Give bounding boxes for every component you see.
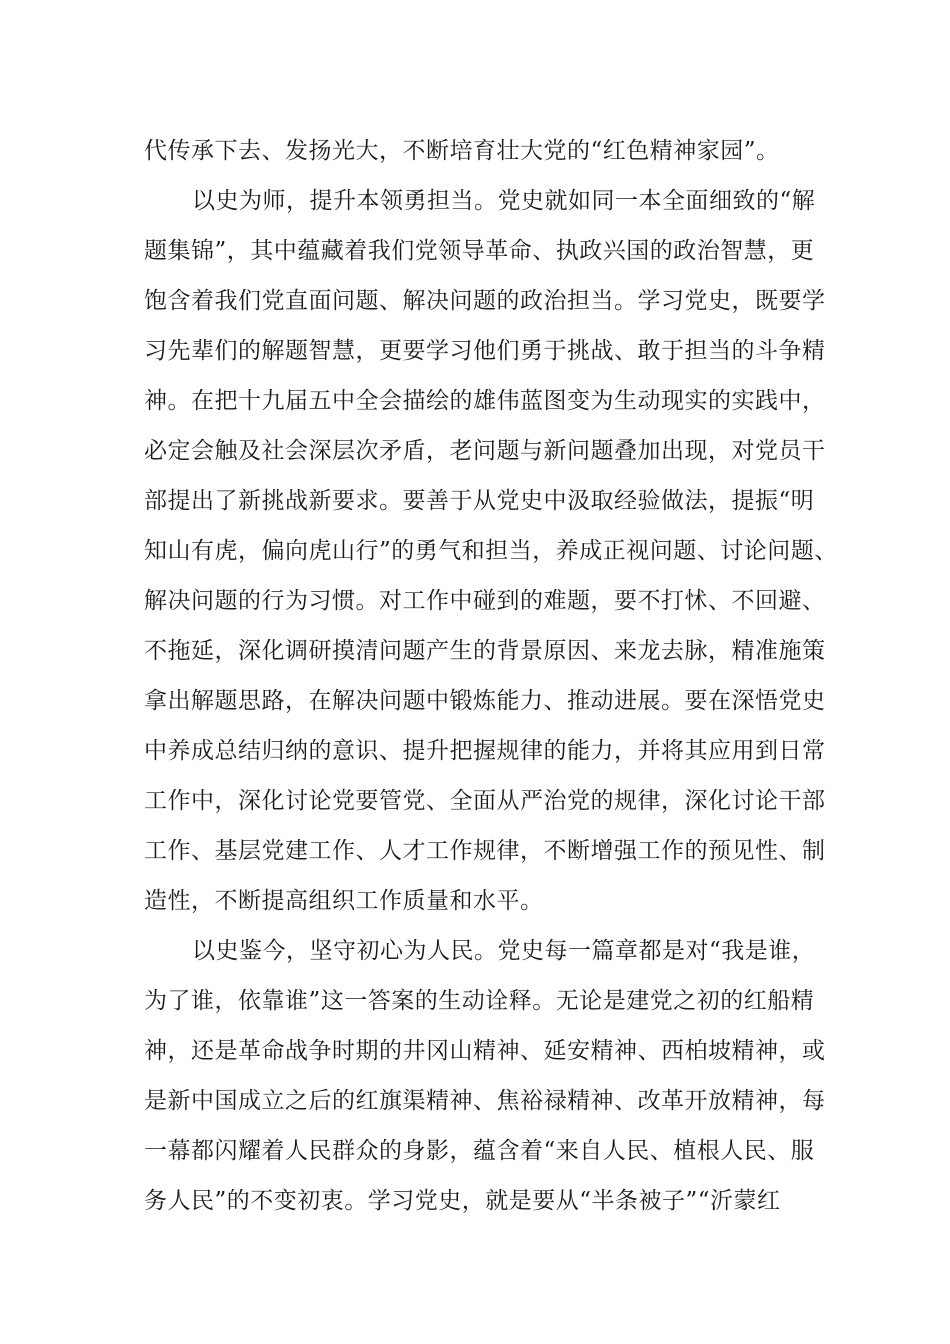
paragraph-start-line: 以史为师，提升本领勇担当。党史就如同一本全面细致的“解 xyxy=(192,188,816,214)
text-line: 务人民”的不变初衷。学习党史，就是要从“半条被子”“沂蒙红 xyxy=(144,1188,781,1214)
text-line: 代传承下去、发扬光大，不断培育壮大党的“红色精神家园”。 xyxy=(144,138,780,164)
text-line: 神。在把十九届五中全会描绘的雄伟蓝图变为生动现实的实践中， xyxy=(144,388,826,414)
text-line: 题集锦”，其中蕴藏着我们党领导革命、执政兴国的政治智慧，更 xyxy=(144,238,815,264)
text-line: 知山有虎，偏向虎山行”的勇气和担当，养成正视问题、讨论问题、 xyxy=(144,538,838,564)
text-line: 工作中，深化讨论党要管党、全面从严治党的规律，深化讨论干部 xyxy=(144,788,826,814)
text-line: 不拖延，深化调研摸清问题产生的背景原因、来龙去脉，精准施策 xyxy=(144,638,826,664)
text-line: 习先辈们的解题智慧，更要学习他们勇于挑战、敢于担当的斗争精 xyxy=(144,338,826,364)
text-line: 造性，不断提高组织工作质量和水平。 xyxy=(144,888,544,914)
text-line: 必定会触及社会深层次矛盾，老问题与新问题叠加出现，对党员干 xyxy=(144,438,826,464)
text-line: 工作、基层党建工作、人才工作规律，不断增强工作的预见性、制 xyxy=(144,838,826,864)
text-line: 中养成总结归纳的意识、提升把握规律的能力，并将其应用到日常 xyxy=(144,738,826,764)
paragraph-start-line: 以史鉴今，坚守初心为人民。党史每一篇章都是对“我是谁， xyxy=(192,938,816,964)
text-line: 为了谁，依靠谁”这一答案的生动诠释。无论是建党之初的红船精 xyxy=(144,988,815,1014)
text-line: 解决问题的行为习惯。对工作中碰到的难题，要不打怵、不回避、 xyxy=(144,588,826,614)
text-line: 拿出解题思路，在解决问题中锻炼能力、推动进展。要在深悟党史 xyxy=(144,688,826,714)
text-line: 是新中国成立之后的红旗渠精神、焦裕禄精神、改革开放精神，每 xyxy=(144,1088,826,1114)
text-line: 一幕都闪耀着人民群众的身影，蕴含着“来自人民、植根人民、服 xyxy=(144,1138,815,1164)
text-line: 神，还是革命战争时期的井冈山精神、延安精神、西柏坡精神，或 xyxy=(144,1038,826,1064)
text-line: 饱含着我们党直面问题、解决问题的政治担当。学习党史，既要学 xyxy=(144,288,826,314)
text-line: 部提出了新挑战新要求。要善于从党史中汲取经验做法，提振“明 xyxy=(144,488,815,514)
